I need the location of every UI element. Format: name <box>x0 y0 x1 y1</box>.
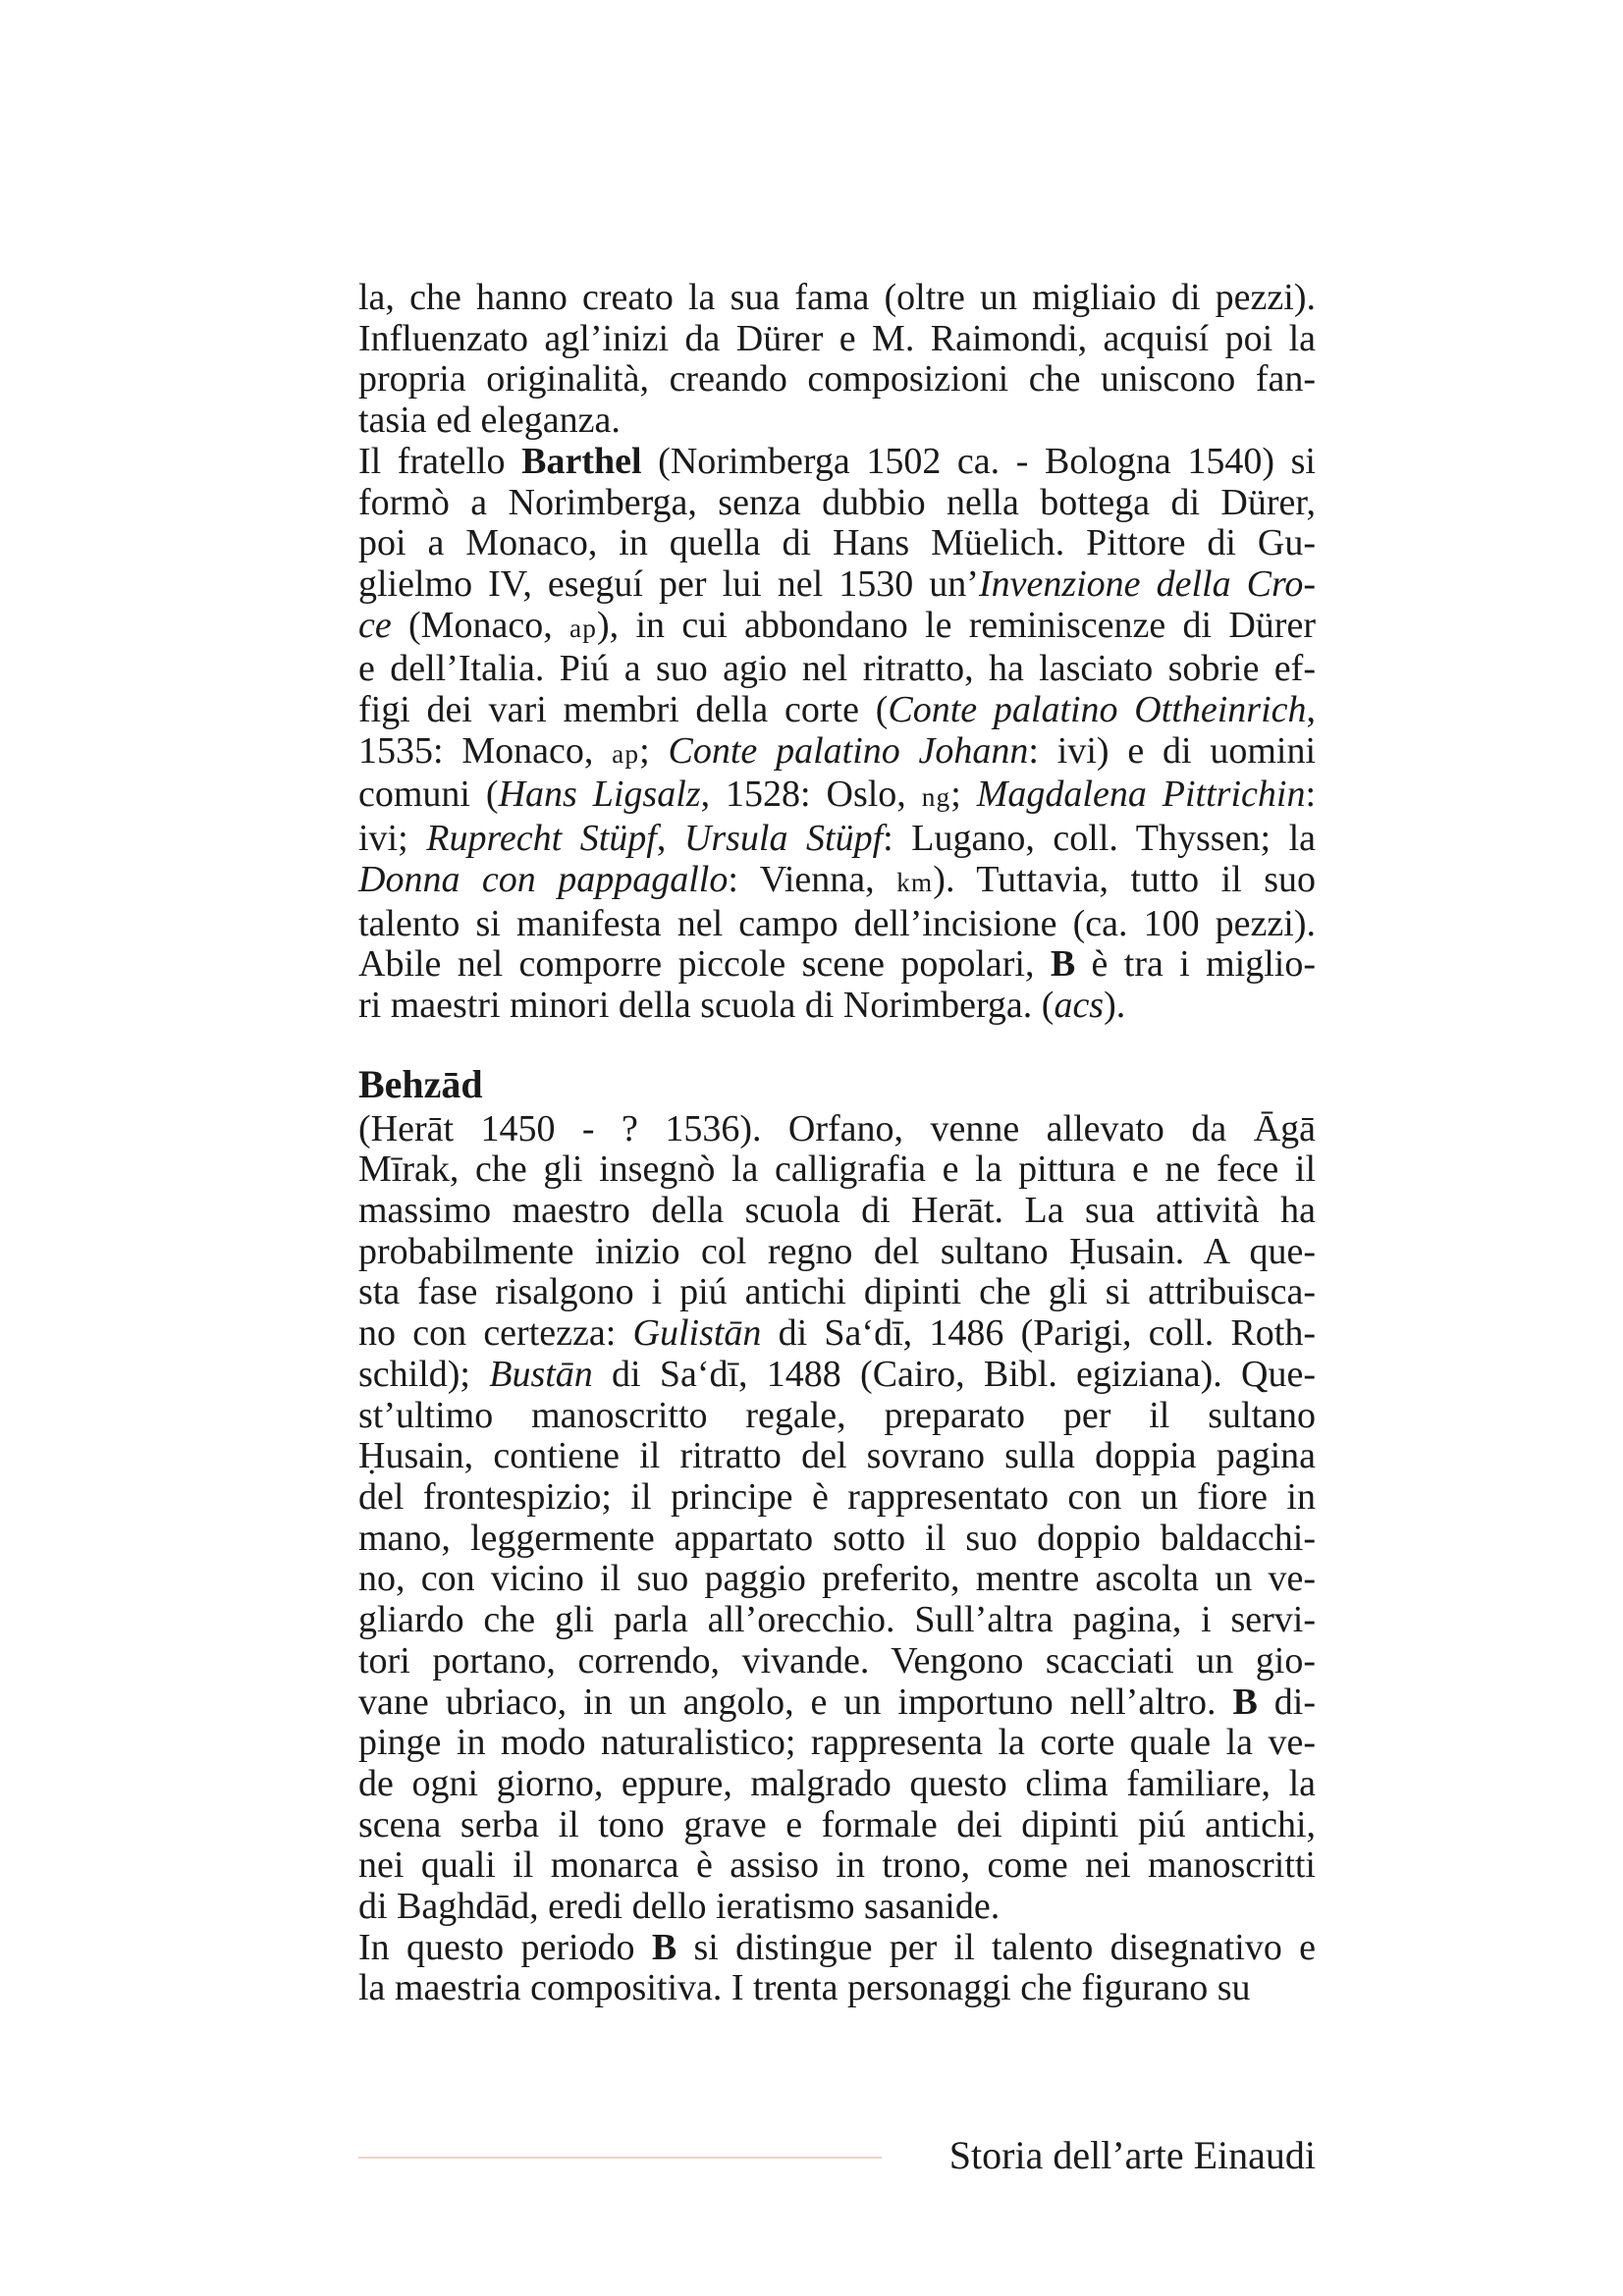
italic-title: Ruprecht Stüpf <box>426 818 657 860</box>
text-run: propria originalità, creando composizioni che uniscono fan- <box>358 358 1316 400</box>
footer-divider <box>358 2157 882 2159</box>
text-run: probabilmente inizio col regno del sultano Ḥusain. A que- <box>358 1230 1316 1272</box>
text-run: la maestria compositiva. I trenta personaggi che figurano su <box>358 1967 1251 2009</box>
text-run: tori portano, correndo, vivande. Vengono scacciati un gio- <box>358 1639 1316 1682</box>
italic-title: ce <box>358 604 392 646</box>
italic-title: Hans Ligsalz <box>498 774 701 816</box>
text-line <box>358 944 1316 986</box>
text-run: ri maestri minori della scuola di Norimberga. ( <box>358 984 1055 1026</box>
text-run: no con certezza: <box>358 1312 633 1355</box>
entry-heading <box>358 1060 1316 1109</box>
text-run: In questo periodo <box>358 1926 652 1968</box>
paragraph <box>358 1928 1316 2009</box>
italic-title: Invenzione della Cro- <box>978 562 1316 605</box>
bold-text: Barthel <box>521 440 642 482</box>
text-run: ; <box>950 774 977 816</box>
text-run: ). Tuttavia, tutto il suo <box>933 858 1316 900</box>
text-run: 1535: Monaco, <box>358 729 613 772</box>
museum-abbrev: ap <box>569 613 598 643</box>
paragraph <box>358 278 1316 442</box>
text-line <box>358 1191 1316 1232</box>
text-line <box>358 1313 1316 1355</box>
section-spacer <box>358 1027 1316 1060</box>
bold-text: B <box>1050 943 1076 986</box>
text-run: , <box>1306 689 1316 731</box>
text-line <box>358 442 1316 483</box>
article-text <box>358 278 1316 2009</box>
text-line <box>358 860 1316 904</box>
text-run: formò a Norimberga, senza dubbio nella bottega di Dürer, <box>358 481 1316 523</box>
museum-abbrev: ap <box>612 738 640 769</box>
text-line <box>358 319 1316 360</box>
text-run: gliardo che gli parla all’orecchio. Sull’altra pagina, i servi- <box>358 1599 1316 1641</box>
text-line <box>358 1559 1316 1600</box>
text-run: di- <box>1257 1681 1317 1723</box>
text-run: : Lugano, coll. Thyssen; la <box>883 818 1316 860</box>
text-run: di Sa‘dī, 1486 (Parigi, coll. Roth- <box>761 1312 1316 1355</box>
text-line <box>358 1723 1316 1764</box>
text-run: : Vienna, <box>728 858 897 900</box>
text-run: st’ultimo manoscritto regale, preparato per il sultano <box>358 1394 1316 1436</box>
text-line <box>358 986 1316 1027</box>
text-line <box>358 1396 1316 1437</box>
heading-text: Behzād <box>358 1061 483 1106</box>
text-line <box>358 1272 1316 1313</box>
text-line <box>358 1641 1316 1682</box>
text-run: ivi; <box>358 818 427 860</box>
text-line <box>358 1682 1316 1724</box>
text-line <box>358 1968 1316 2009</box>
italic-title: Bustān <box>489 1353 593 1395</box>
text-run: (Herāt 1450 - ? 1536). Orfano, venne allevato da Āgā <box>358 1107 1316 1149</box>
italic-title: Gulistān <box>632 1312 762 1355</box>
text-run: di Baghdād, eredi dello ieratismo sasanide. <box>358 1886 1001 1928</box>
text-line <box>358 1436 1316 1477</box>
italic-title: Ursula Stüpf <box>683 818 884 860</box>
bold-text: B <box>1232 1681 1258 1723</box>
text-line <box>358 690 1316 731</box>
text-run: : <box>1305 774 1317 816</box>
text-line <box>358 278 1316 319</box>
text-line <box>358 1928 1316 1969</box>
italic-title: Conte palatino Ottheinrich <box>888 689 1307 731</box>
text-run: (Norimberga 1502 ca. - Bologna 1540) si <box>641 440 1316 482</box>
text-run: ). <box>1104 984 1126 1026</box>
text-run: Ḥusain, contiene il ritratto del sovrano sulla doppia pagina <box>358 1435 1316 1477</box>
text-run: ; <box>639 729 669 772</box>
text-line <box>358 1519 1316 1560</box>
text-run: schild); <box>358 1353 490 1395</box>
text-line <box>358 523 1316 564</box>
text-line <box>358 819 1316 860</box>
text-line <box>358 1845 1316 1887</box>
text-run: no, con vicino il suo paggio preferito, mentre ascolta un ve- <box>358 1558 1316 1600</box>
text-line <box>358 483 1316 524</box>
text-line <box>358 400 1316 442</box>
text-run: scena serba il tono grave e formale dei dipinti piú antichi, <box>358 1803 1316 1845</box>
text-line <box>358 904 1316 945</box>
text-run: Il fratello <box>358 440 522 482</box>
text-run: Mīrak, che gli insegnò la calligrafia e la pittura e ne fece il <box>358 1148 1316 1191</box>
text-line <box>358 1232 1316 1273</box>
text-run: e dell’Italia. Piú a suo agio nel ritratto, ha lasciato sobrie ef- <box>358 648 1316 690</box>
text-line <box>358 1764 1316 1805</box>
text-line <box>358 359 1316 400</box>
text-run: tasia ed eleganza. <box>358 400 621 442</box>
text-line <box>358 1149 1316 1191</box>
text-run: la, che hanno creato la sua fama (oltre un migliaio di pezzi). <box>358 277 1316 318</box>
text-run: Influenzato agl’inizi da Dürer e M. Raimondi, acquisí poi la <box>358 317 1316 359</box>
text-run: , 1528: Oslo, <box>700 774 922 816</box>
text-run: Abile nel comporre piccole scene popolari, <box>358 943 1051 986</box>
text-run: talento si manifesta nel campo dell’incisione (ca. 100 pezzi). <box>358 902 1316 944</box>
italic-title: Magdalena Pittrichin <box>976 774 1306 816</box>
text-run: , <box>656 818 684 860</box>
text-line <box>358 1600 1316 1641</box>
text-line <box>358 606 1316 650</box>
footer-title: Storia dell’arte Einaudi <box>948 2133 1316 2177</box>
text-run: è tra i miglio- <box>1075 943 1316 986</box>
text-line <box>358 564 1316 606</box>
text-run: pinge in modo naturalistico; rappresenta la corte quale la ve- <box>358 1722 1316 1764</box>
text-run: ), in cui abbondano le reminiscenze di Dürer <box>597 604 1316 646</box>
text-run: vane ubriaco, in un angolo, e un importuno nell’altro. <box>358 1681 1233 1723</box>
text-run: figi dei vari membri della corte ( <box>358 689 889 731</box>
text-run: : ivi) e di uomini <box>1028 729 1316 772</box>
bold-text: B <box>651 1926 677 1968</box>
text-line <box>358 1109 1316 1150</box>
text-line <box>358 1887 1316 1928</box>
italic-title: acs <box>1054 984 1105 1026</box>
text-run: nei quali il monarca è assiso in trono, come nei manoscritti <box>358 1844 1316 1887</box>
text-line <box>358 1355 1316 1396</box>
museum-abbrev: ng <box>921 782 951 813</box>
text-run: poi a Monaco, in quella di Hans Müelich. Pittore di Gu- <box>358 522 1316 564</box>
paragraph <box>358 442 1316 1027</box>
text-line <box>358 649 1316 690</box>
text-line <box>358 1477 1316 1519</box>
text-line <box>358 731 1316 775</box>
text-line <box>358 1805 1316 1846</box>
text-run: massimo maestro della scuola di Herāt. La sua attività ha <box>358 1190 1316 1232</box>
museum-abbrev: km <box>896 867 934 897</box>
text-run: mano, leggermente appartato sotto il suo doppio baldacchi- <box>358 1517 1316 1559</box>
text-run: si distingue per il talento disegnativo e <box>676 1926 1316 1968</box>
text-line <box>358 774 1316 819</box>
paragraph <box>358 1109 1316 1928</box>
text-run: (Monaco, <box>391 604 569 646</box>
text-run: del frontespizio; il principe è rappresentato con un fiore in <box>358 1475 1316 1518</box>
text-run: sta fase risalgono i piú antichi dipinti che gli si attribuisca- <box>358 1271 1316 1313</box>
text-run: de ogni giorno, eppure, malgrado questo clima familiare, la <box>358 1762 1316 1804</box>
text-run: comuni ( <box>358 774 499 816</box>
text-run: glielmo IV, eseguí per lui nel 1530 un’ <box>358 562 979 605</box>
italic-title: Conte palatino Johann <box>668 729 1029 772</box>
text-run: di Sa‘dī, 1488 (Cairo, Bibl. egiziana). Que- <box>592 1353 1316 1395</box>
italic-title: Donna con pappagallo <box>358 858 729 900</box>
